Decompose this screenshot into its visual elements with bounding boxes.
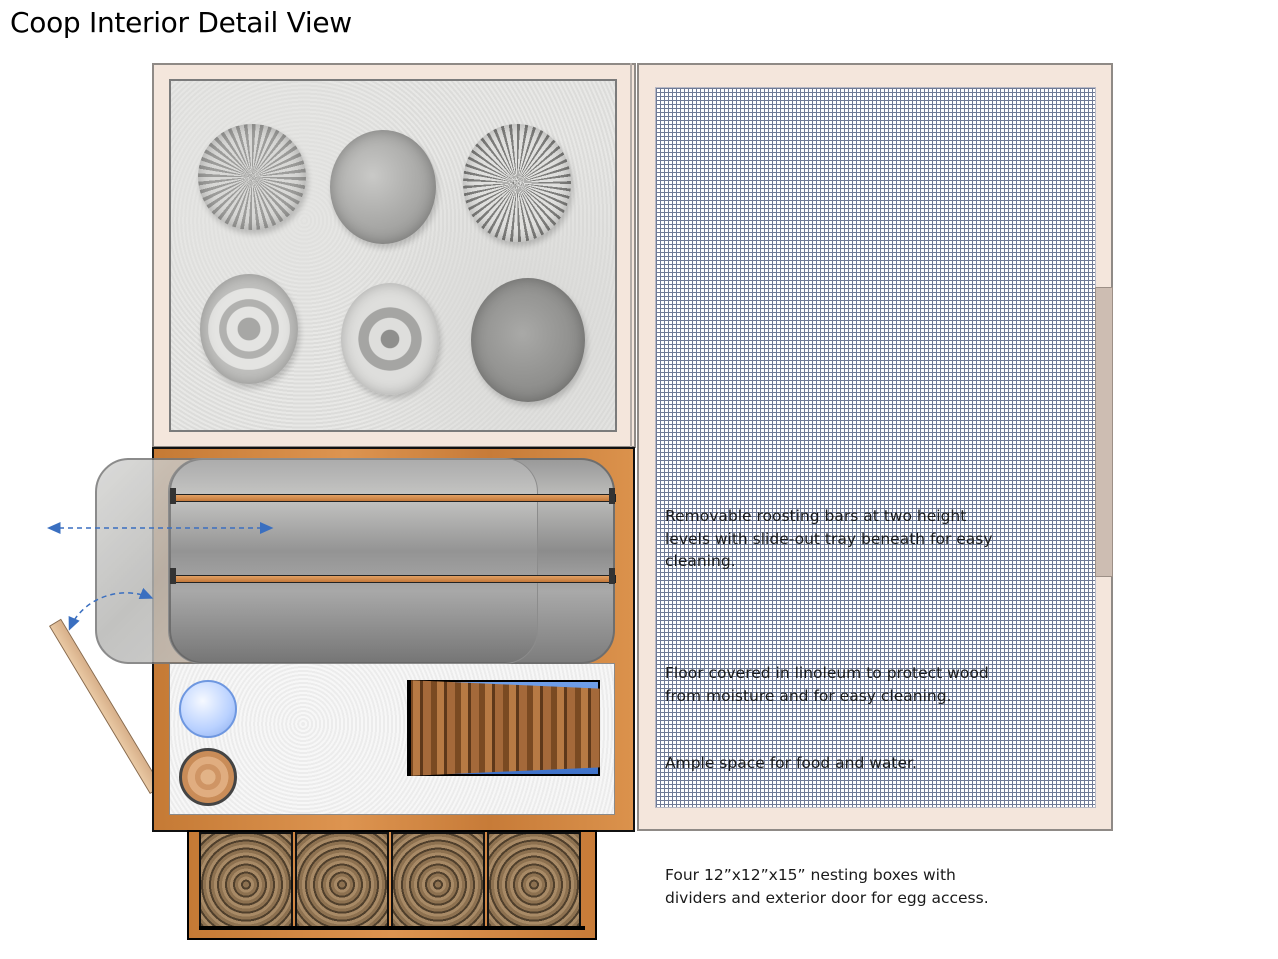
- roost-peg: [609, 488, 615, 504]
- shrub-icon: [198, 124, 306, 230]
- shrub-icon: [200, 274, 298, 384]
- annotation-nesting: Four 12”x12”x15” nesting boxes with dividers and exterior door for egg access.: [665, 866, 989, 907]
- nesting-box-rail: [199, 926, 585, 930]
- tray-panel: [168, 458, 538, 664]
- ramp-edge: [407, 680, 411, 776]
- page-title: Coop Interior Detail View: [10, 6, 352, 39]
- roosting-bar-upper: [170, 494, 616, 502]
- shrub-icon: [463, 124, 571, 242]
- shrub-icon: [471, 278, 585, 402]
- nesting-box: [199, 832, 293, 928]
- nesting-box: [487, 832, 581, 928]
- shrub-icon: [330, 130, 436, 244]
- annotation-floor: Floor covered in linoleum to protect wood from moisture and for easy cleaning.: [665, 664, 989, 705]
- roost-peg: [170, 488, 176, 504]
- waterer-icon: [179, 680, 237, 738]
- roost-peg: [170, 568, 176, 584]
- run-door: [1095, 287, 1113, 577]
- roosting-bar-lower: [170, 575, 616, 583]
- roost-peg: [609, 568, 615, 584]
- nesting-box-frame: [187, 830, 597, 940]
- ramp: [407, 680, 600, 776]
- garden-bed: [169, 79, 617, 432]
- feeder-icon: [179, 748, 237, 806]
- shrub-icon: [341, 283, 439, 395]
- garden-divider: [630, 63, 632, 448]
- nesting-box: [391, 832, 485, 928]
- nesting-box: [295, 832, 389, 928]
- annotation-space: Ample space for food and water.: [665, 754, 917, 772]
- annotation-roosting: Removable roosting bars at two height levels with slide-out tray beneath for easy cleaning.: [665, 507, 993, 570]
